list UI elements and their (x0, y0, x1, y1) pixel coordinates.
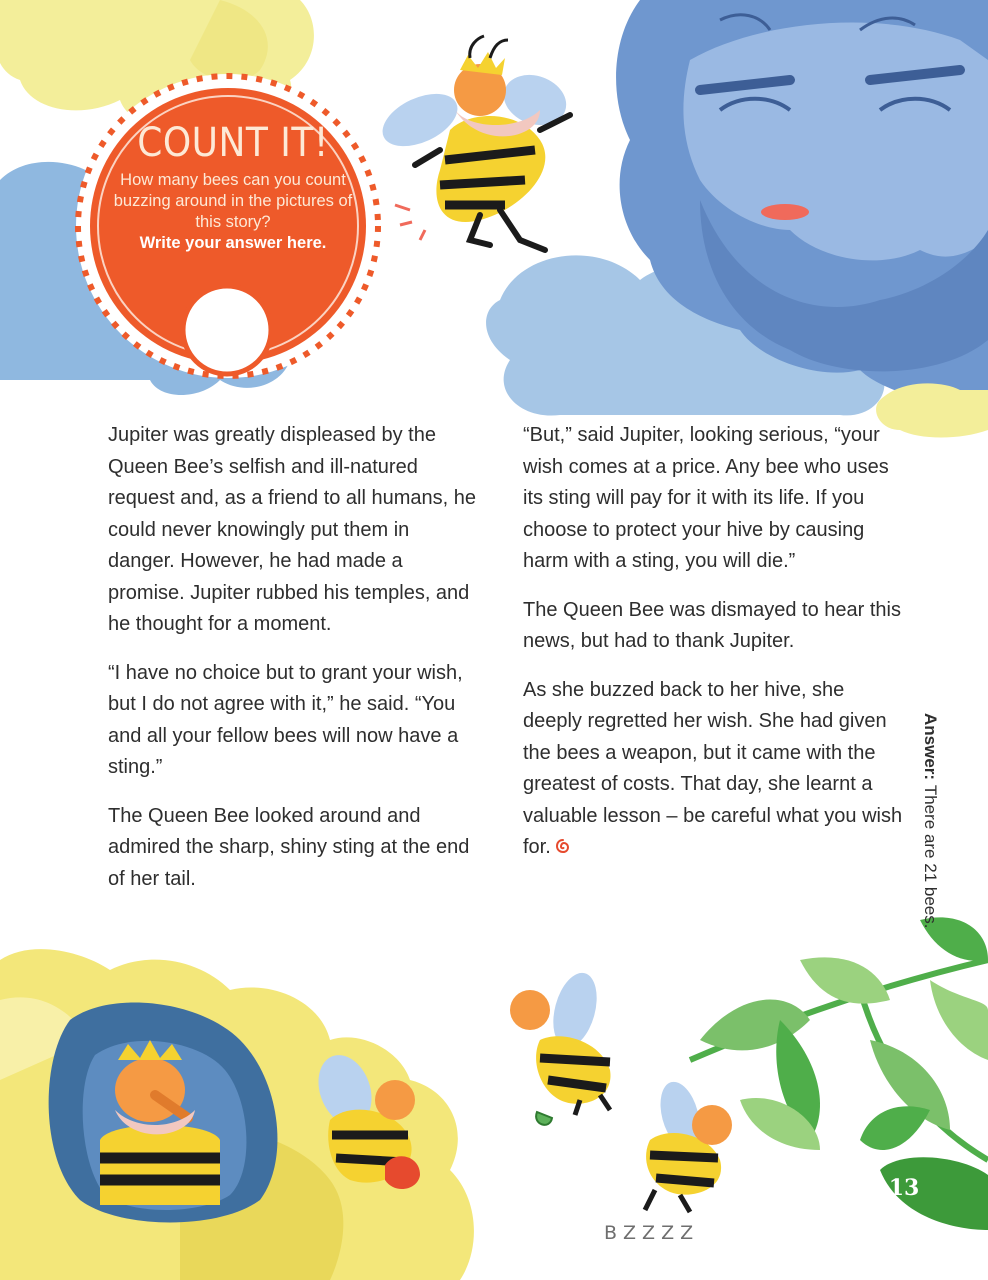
page-number: 13 (888, 1175, 920, 1201)
story-paragraph-final (523, 675, 903, 864)
answer-text: There are 21 bees. (921, 784, 940, 929)
story-paragraph: Jupiter was greatly displeased by the Queen Bee’s selfish and ill-natured request and, as a friend to all humans, he could never knowingly put them in danger. However, he had made a promise. Jupiter rubbed his temples, and he thought for a moment. (108, 424, 477, 635)
end-mark-swirl-icon (555, 838, 571, 854)
king-bee-top-illustration (374, 36, 573, 250)
story-right-column (523, 420, 903, 881)
count-it-instruction: Write your answer here. (139, 234, 327, 252)
count-it-title: COUNT IT! (137, 120, 329, 166)
story-paragraph: The Queen Bee was dismayed to hear this news, but had to thank Jupiter. (523, 598, 901, 652)
leaf-branch-illustration (690, 917, 988, 1230)
story-left-column (108, 420, 480, 912)
bee-with-bucket-illustration (510, 968, 610, 1125)
answer-label: Answer: (921, 713, 940, 781)
story-final-text: As she buzzed back to her hive, she deeply regretted her wish. She had given the bees a weapon, but it came with the greatest of costs. That day, she learnt a valuable lesson – be careful what you wish for. (523, 678, 903, 858)
story-paragraph: “I have no choice but to grant your wish, but I do not agree with it,” he said. “You and all your fellow bees will now have a sting.” (108, 661, 463, 778)
sleeping-bee-illustration (645, 1077, 732, 1212)
answer-note (920, 713, 940, 928)
snore-text: BZZZZ (604, 1222, 700, 1244)
story-paragraph: “But,” said Jupiter, looking serious, “your wish comes at a price. Any bee who uses its sting will pay for it with its life. If you choose to protect your hive by causing harm with a sting, you will die.” (523, 424, 889, 572)
count-it-panel (108, 120, 358, 254)
count-it-question: How many bees can you count buzzing around in the pictures of this story? (113, 171, 353, 231)
story-paragraph: The Queen Bee looked around and admired the sharp, shiny sting at the end of her tail. (108, 804, 470, 890)
